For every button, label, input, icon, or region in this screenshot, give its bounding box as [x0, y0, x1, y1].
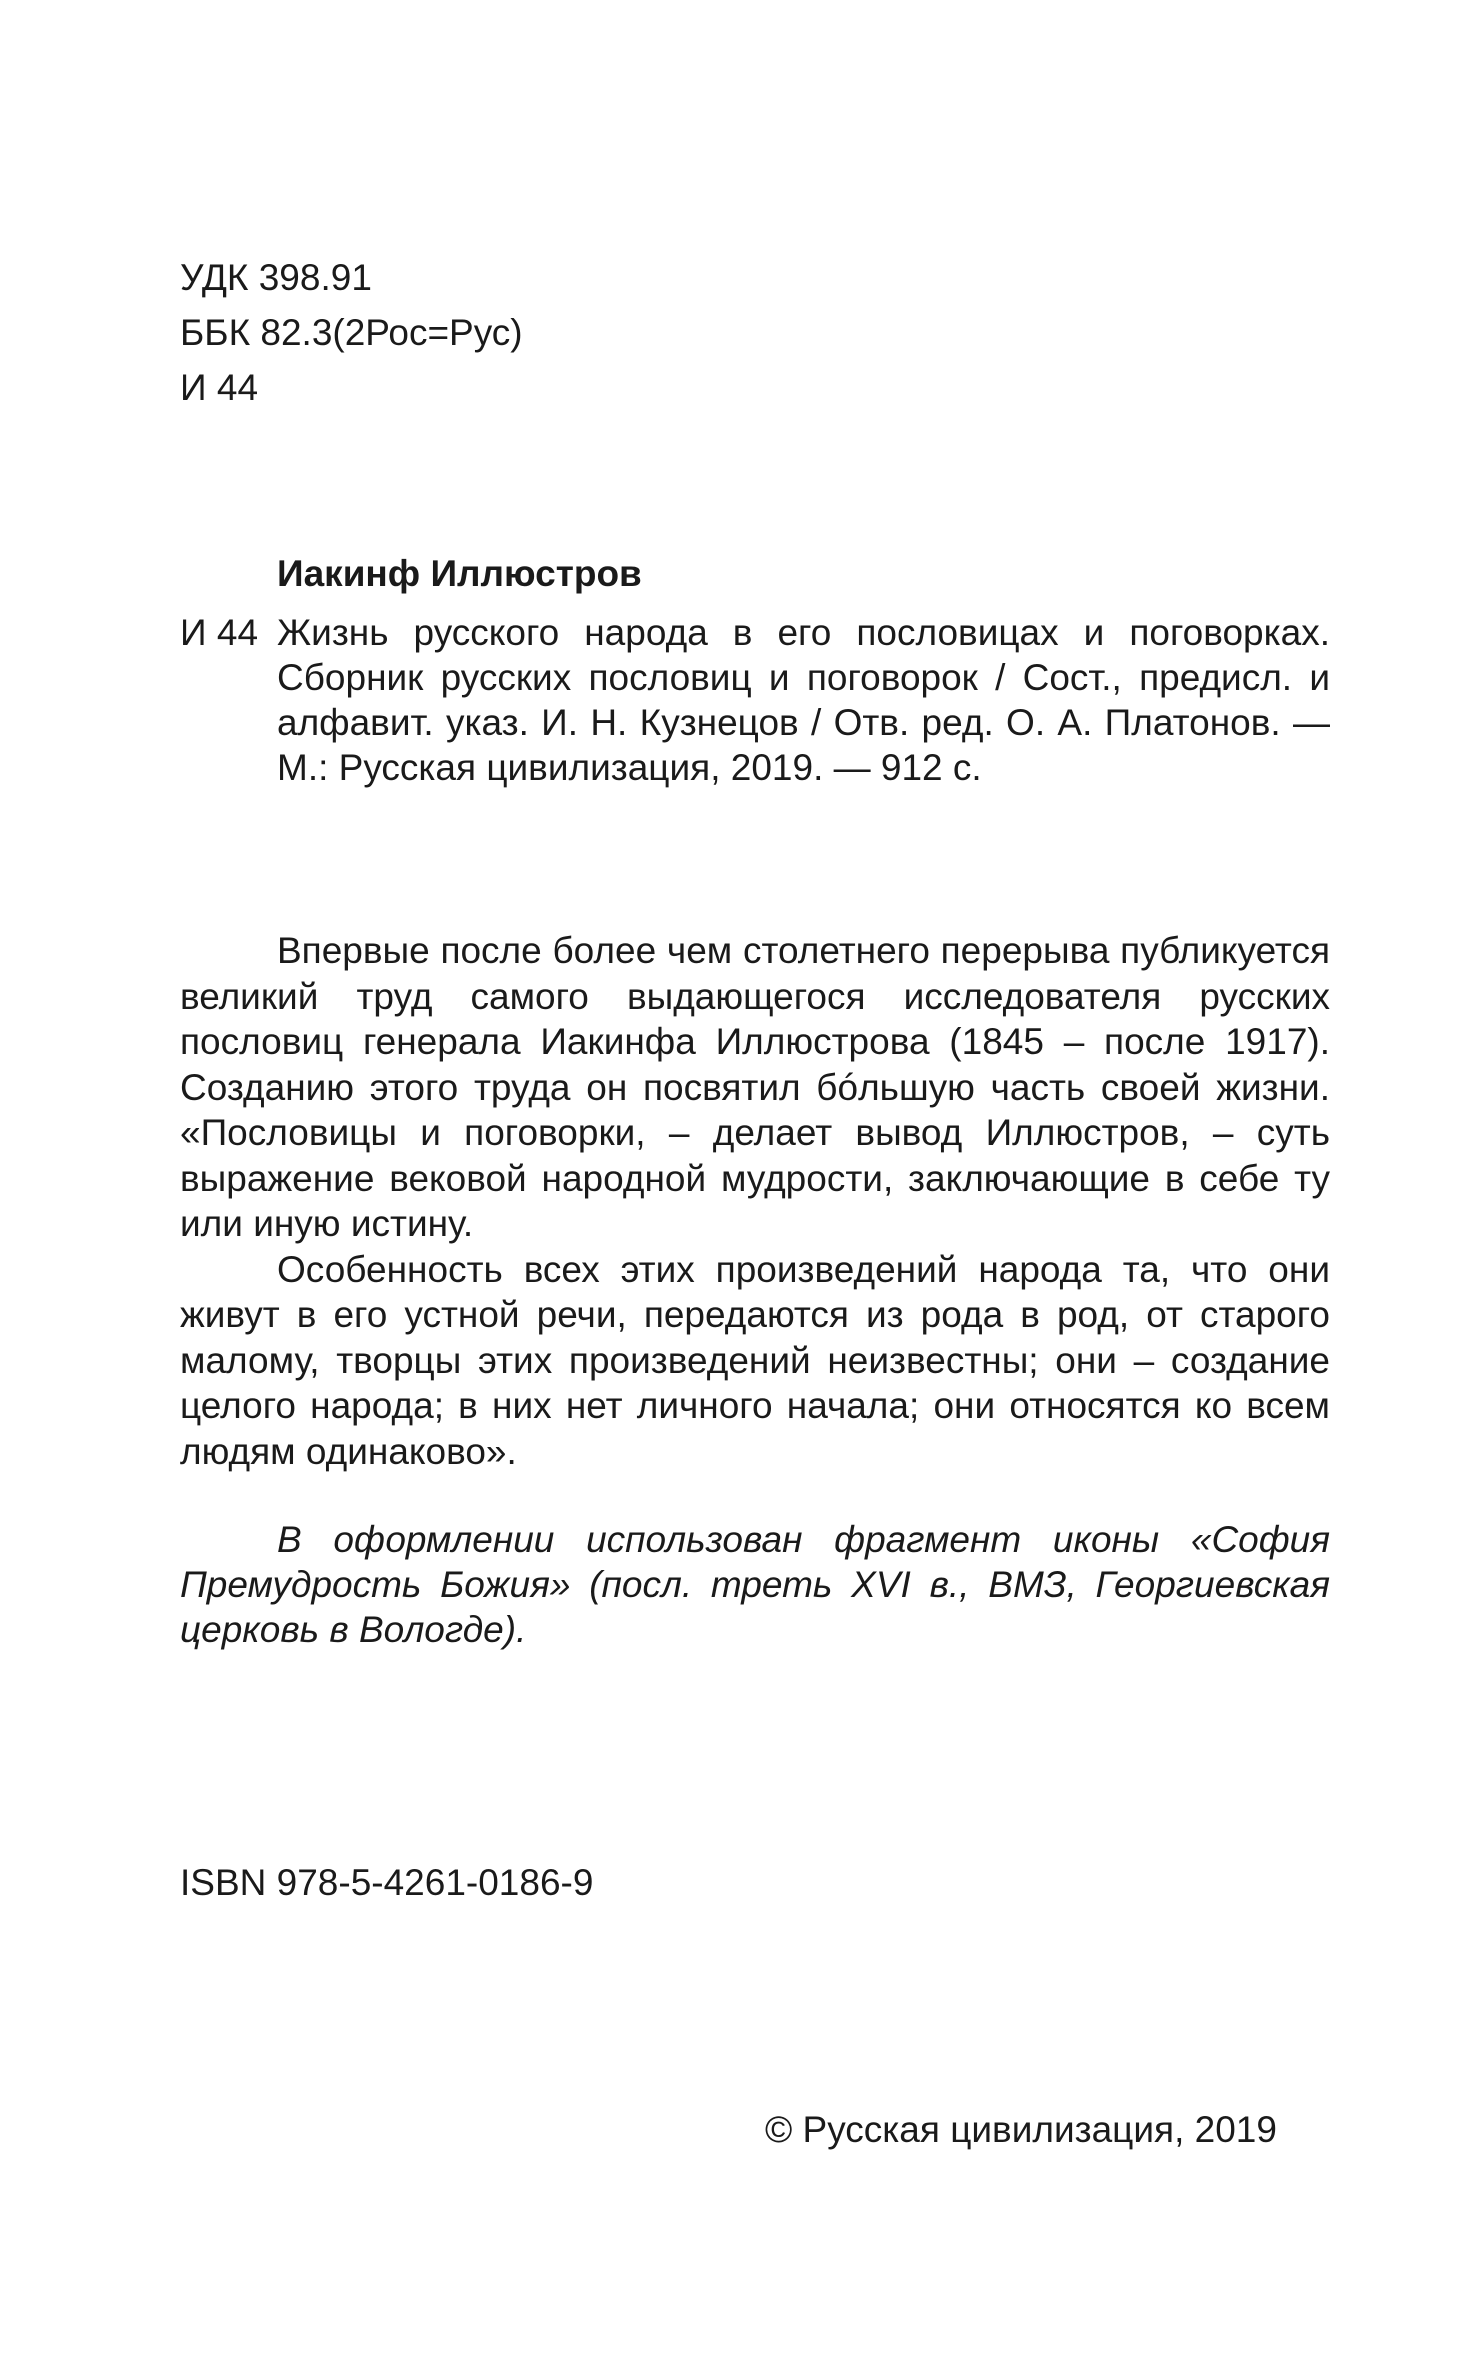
annotation: [180, 928, 1330, 1474]
annotation-paragraph: Особенность всех этих произведений народа та, что они живут в его устной речи, передаются из рода в род, от старого малому, творцы этих произведений неизвестны; они – создание целого народа; в них нет личного начала; они относятся ко всем людям одинаково».: [180, 1248, 1330, 1472]
annotation-paragraph: Впервые после более чем столетнего перерыва публикуется великий труд самого выдающегося исследователя русских пословиц генерала Иакинфа Иллюстрова (1845 – после 1917). Созданию этого труда он посвятил бóльшую часть своей жизни. «Пословицы и поговорки, – делает вывод Иллюстров, – суть выражение вековой народной мудрости, заключающие в себе ту или иную истину.: [180, 930, 1330, 1244]
bibliographic-entry: [180, 610, 1330, 790]
bibliographic-description: Жизнь русского народа в его пословицах и поговорках. Сборник русских пословиц и поговорок / Сост., предисл. и алфавит. указ. И. Н. Кузнецов / Отв. ред. О. А. Платонов. — М.: Русская цивилизация, 2019. — 912 с.: [277, 612, 1330, 788]
bbk-code: ББК 82.3(2Рос=Рус): [180, 312, 523, 353]
copyright: © Русская цивилизация, 2019: [765, 2109, 1277, 2150]
author-name: Иакинф Иллюстров: [277, 553, 642, 594]
isbn: ISBN 978-5-4261-0186-9: [180, 1862, 594, 1903]
classification-block: [180, 250, 523, 415]
author-mark: И 44: [180, 367, 259, 408]
udk-code: УДК 398.91: [180, 257, 372, 298]
cover-design-note: В оформлении использован фрагмент иконы «София Премудрость Божия» (посл. треть XVI в., ВМЗ, Георгиевская церковь в Вологде).: [180, 1519, 1330, 1650]
entry-author-mark: И 44: [180, 612, 259, 653]
